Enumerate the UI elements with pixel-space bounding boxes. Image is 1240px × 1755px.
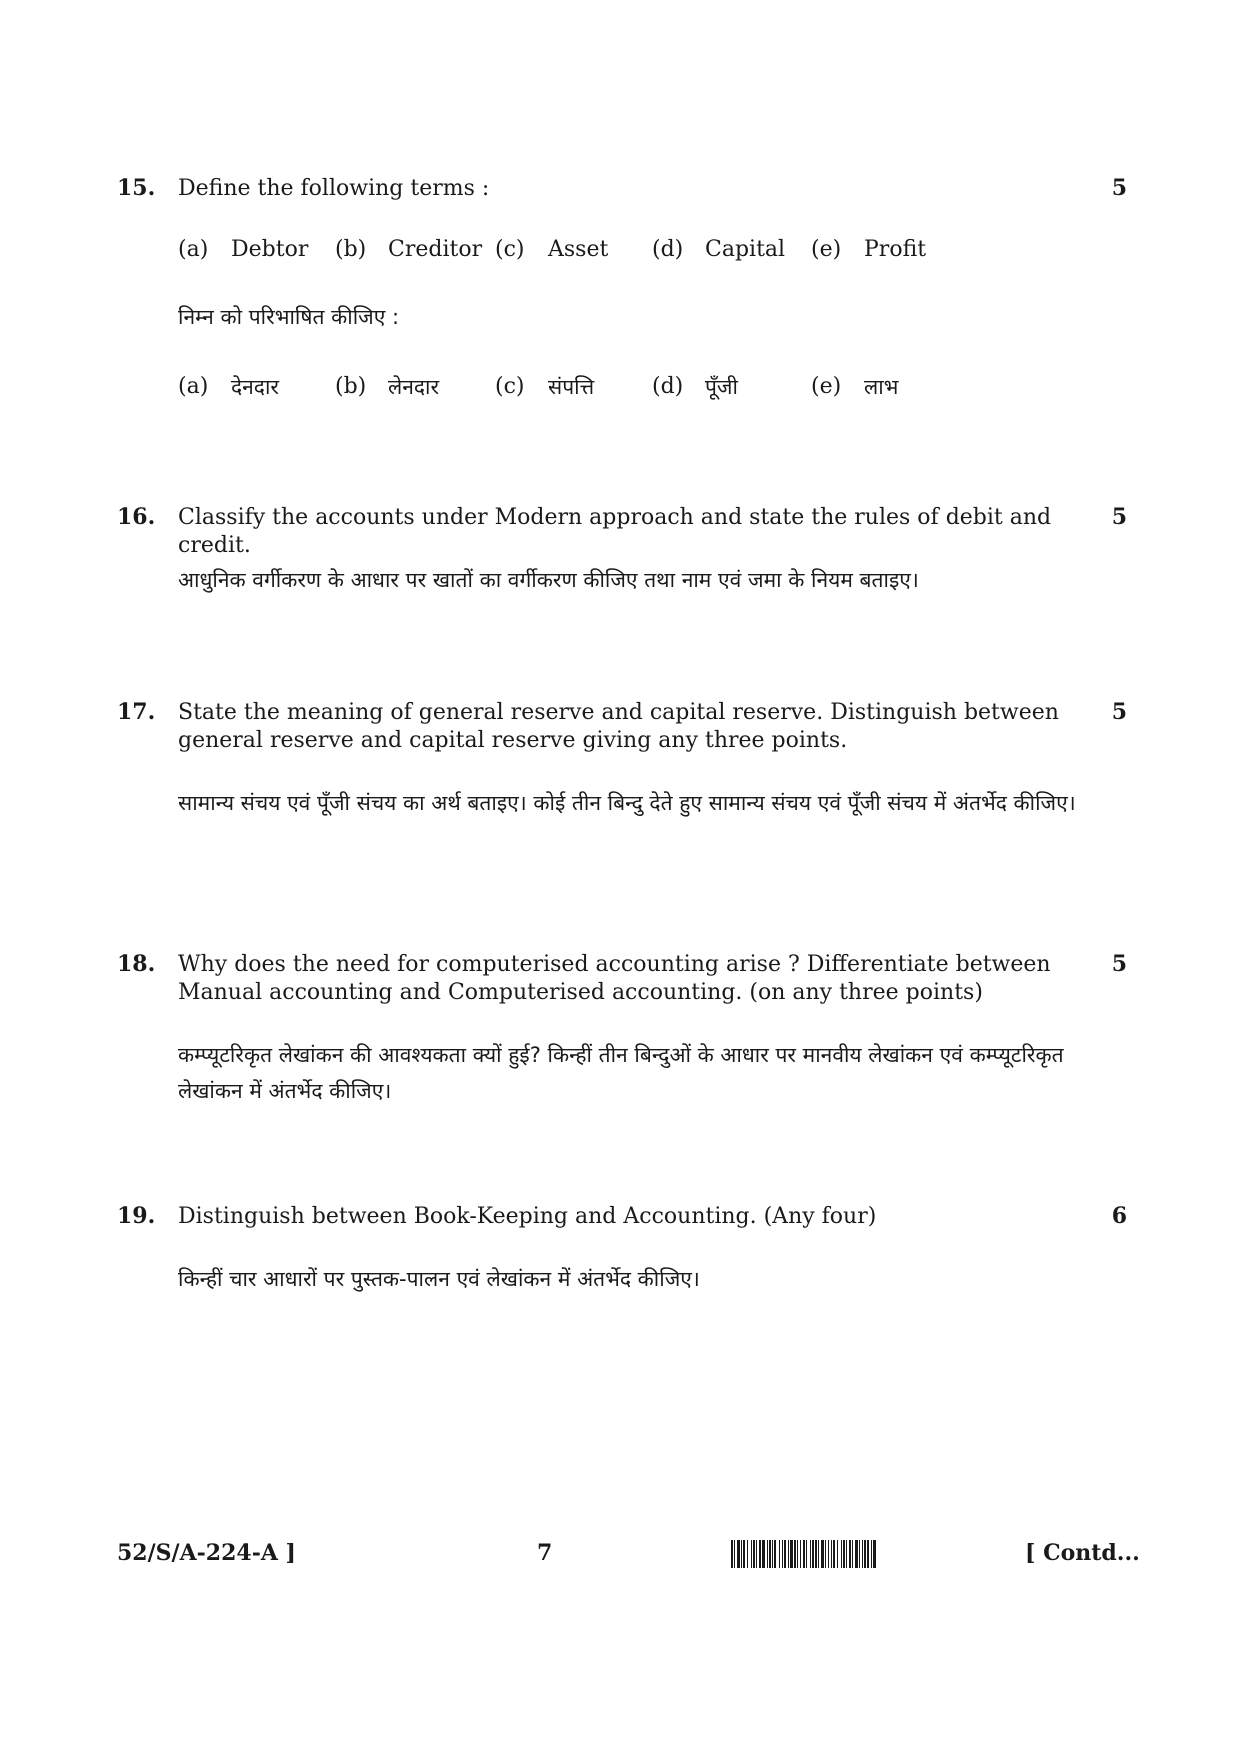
question-text-hindi: किन्हीं चार आधारों पर पुस्तक-पालन एवं लेखांकन में अंतर्भेद कीजिए। xyxy=(178,1267,700,1291)
option-label: (c) xyxy=(495,237,525,262)
option-text: Asset xyxy=(548,237,609,262)
question-number: 17. xyxy=(117,699,156,725)
options-english xyxy=(178,237,1078,267)
barcode-icon xyxy=(731,1540,1015,1568)
option-label: (d) xyxy=(652,237,684,262)
option-label: (d) xyxy=(652,374,684,399)
question-text-hindi: सामान्य संचय एवं पूँजी संचय का अर्थ बताइए। कोई तीन बिन्दु देते हुए सामान्य संचय एवं पूँजी संचय में अंतर्भेद कीजिए। xyxy=(178,791,1076,815)
option-text: संपत्ति xyxy=(548,375,595,399)
question-text-english: Define the following terms : xyxy=(178,176,490,201)
option-label: (a) xyxy=(178,374,209,399)
option-label: (a) xyxy=(178,237,209,262)
option-text: Creditor xyxy=(388,237,483,262)
question-text-english: Classify the accounts under Modern approach and state the rules of debit and credit. xyxy=(178,505,1052,558)
option-label: (b) xyxy=(335,237,367,262)
question-text-hindi: कम्प्यूटरिकृत लेखांकन की आवश्यकता क्यों हुई? किन्हीं तीन बिन्दुओं के आधार पर मानवीय लेखांकन एवं कम्प्यूटरिकृत लेखांकन में अंतर्भेद कीजिए। xyxy=(178,1043,1064,1103)
question-marks: 5 xyxy=(1111,504,1127,530)
option-label: (e) xyxy=(811,237,842,262)
option-label: (c) xyxy=(495,374,525,399)
option-text: Profit xyxy=(864,237,927,262)
option-label: (b) xyxy=(335,374,367,399)
paper-code: 52/S/A-224-A ] xyxy=(117,1540,296,1566)
question-marks: 5 xyxy=(1111,951,1127,977)
option-text: लाभ xyxy=(864,375,899,399)
question-number: 18. xyxy=(117,951,156,977)
option-text: Capital xyxy=(705,237,786,262)
question-text-english: Why does the need for computerised accounting arise ? Differentiate between Manual accounting and Computerised accounting. (on any three points) xyxy=(178,952,1051,1005)
question-text-english: State the meaning of general reserve and capital reserve. Distinguish between general reserve and capital reserve giving any three points. xyxy=(178,700,1059,753)
question-text-hindi: निम्न को परिभाषित कीजिए : xyxy=(178,305,400,329)
option-text: लेनदार xyxy=(388,375,440,399)
option-text: देनदार xyxy=(231,375,279,399)
page-footer xyxy=(117,1540,1140,1580)
page-number: 7 xyxy=(537,1540,553,1566)
question-number: 19. xyxy=(117,1203,156,1229)
option-text: पूँजी xyxy=(705,375,738,399)
question-marks: 6 xyxy=(1111,1203,1127,1229)
question-number: 15. xyxy=(117,175,156,201)
continued-label: [ Contd... xyxy=(1025,1540,1140,1566)
option-label: (e) xyxy=(811,374,842,399)
question-marks: 5 xyxy=(1111,175,1127,201)
question-marks: 5 xyxy=(1111,699,1127,725)
option-text: Debtor xyxy=(231,237,309,262)
question-text-hindi: आधुनिक वर्गीकरण के आधार पर खातों का वर्गीकरण कीजिए तथा नाम एवं जमा के नियम बताइए। xyxy=(178,568,919,592)
options-hindi xyxy=(178,369,1078,399)
question-number: 16. xyxy=(117,504,156,530)
question-text-english: Distinguish between Book-Keeping and Accounting. (Any four) xyxy=(178,1204,877,1229)
